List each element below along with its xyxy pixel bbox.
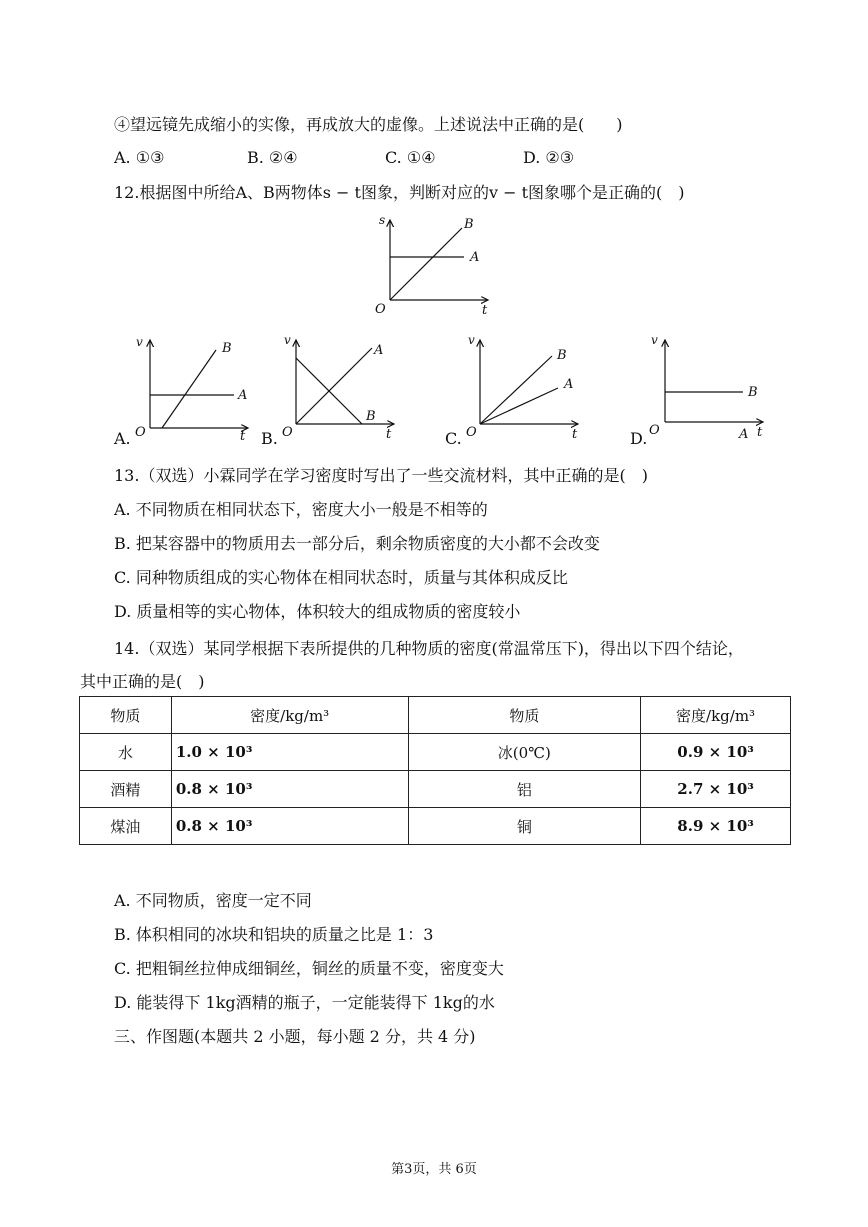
svg-text:B: B: [366, 409, 376, 424]
st-line-b: [390, 228, 462, 300]
q14-option-b: B. 体积相同的冰块和铝块的质量之比是 1：3: [114, 925, 434, 944]
st-origin: O: [375, 302, 386, 317]
table-cell: 冰(0℃): [408, 734, 641, 771]
svg-text:v: v: [651, 333, 658, 347]
q11-option-b: B. ②④: [247, 148, 298, 167]
st-label-a: A: [470, 250, 480, 265]
svg-text:t: t: [757, 425, 763, 440]
svg-text:v: v: [468, 333, 475, 347]
section-heading: 三、作图题(本题共 2 小题，每小题 2 分，共 4 分): [114, 1027, 476, 1046]
q12-option-label-c: C.: [445, 429, 462, 448]
q11-option-a: A. ①③: [114, 148, 165, 167]
table-cell: 铜: [408, 808, 641, 845]
q13-option-a: A. 不同物质在相同状态下，密度大小一般是不相等的: [114, 500, 488, 519]
vt-graph-c: [460, 332, 590, 444]
table-header: 密度/kg/m³: [171, 697, 408, 734]
vt-graph-a: [130, 332, 260, 444]
q12-option-label-d: D.: [630, 429, 648, 448]
svg-text:t: t: [240, 429, 246, 444]
st-graph: [370, 212, 500, 317]
table-row: [80, 734, 791, 771]
q14-option-c: C. 把粗铜丝拉伸成细铜丝，铜丝的质量不变，密度变大: [114, 959, 504, 978]
table-row: [80, 808, 791, 845]
vt-a-line-b: [162, 350, 216, 428]
svg-text:B: B: [222, 341, 232, 356]
svg-text:O: O: [135, 425, 146, 440]
svg-text:A: A: [739, 427, 749, 442]
q13-option-b: B. 把某容器中的物质用去一部分后，剩余物质密度的大小都不会改变: [114, 534, 600, 553]
q14-stem-line2: 其中正确的是( ): [80, 672, 205, 691]
vt-b-line-a: [296, 348, 372, 424]
q14-option-d: D. 能装得下 1kg酒精的瓶子，一定能装得下 1kg的水: [114, 993, 495, 1012]
vt-c-line-b: [480, 356, 552, 424]
svg-text:A: A: [374, 343, 384, 358]
table-cell: 0.8 × 10³: [171, 808, 408, 845]
table-header: 物质: [80, 697, 172, 734]
q11-option-c: C. ①④: [385, 148, 436, 167]
table-cell: 0.8 × 10³: [171, 771, 408, 808]
vt-c-line-a: [480, 388, 558, 424]
q11-option-d: D. ②③: [523, 148, 575, 167]
q11-item4: ④望远镜先成缩小的实像，再成放大的虚像。上述说法中正确的是( ): [114, 115, 623, 134]
q13-option-d: D. 质量相等的实心物体，体积较大的组成物质的密度较小: [114, 602, 521, 621]
svg-text:B: B: [557, 348, 567, 363]
q13-option-c: C. 同种物质组成的实心物体在相同状态时，质量与其体积成反比: [114, 568, 568, 587]
q12-option-label-b: B.: [261, 429, 278, 448]
q13-stem: 13.（双选）小霖同学在学习密度时写出了一些交流材料，其中正确的是( ): [114, 466, 648, 485]
q14-stem-line1: 14.（双选）某同学根据下表所提供的几种物质的密度(常温常压下)，得出以下四个结论，: [114, 639, 744, 658]
st-label-b: B: [464, 217, 474, 232]
density-table: [79, 696, 791, 845]
table-cell: 水: [80, 734, 172, 771]
svg-text:O: O: [649, 423, 660, 438]
table-cell: 1.0 × 10³: [171, 734, 408, 771]
svg-text:A: A: [238, 388, 248, 403]
table-header: 物质: [408, 697, 641, 734]
vt-graph-b: [276, 332, 406, 444]
st-ylabel: s: [379, 213, 386, 227]
svg-text:v: v: [136, 335, 143, 349]
svg-text:A: A: [564, 377, 574, 392]
svg-text:t: t: [572, 427, 578, 442]
table-cell: 铝: [408, 771, 641, 808]
st-xlabel: t: [482, 303, 488, 317]
table-cell: 煤油: [80, 808, 172, 845]
table-header-row: [80, 697, 791, 734]
svg-text:O: O: [282, 425, 293, 440]
table-header: 密度/kg/m³: [641, 697, 791, 734]
q12-option-label-a: A.: [114, 429, 131, 448]
page-footer: 第3页，共 6页: [391, 1162, 477, 1177]
table-cell: 8.9 × 10³: [641, 808, 791, 845]
svg-text:O: O: [466, 425, 477, 440]
q12-stem: 12.根据图中所给A、B两物体s − t图象，判断对应的v − t图象哪个是正确的( ): [114, 183, 685, 202]
table-cell: 2.7 × 10³: [641, 771, 791, 808]
vt-graph-d: [645, 332, 775, 444]
q14-option-a: A. 不同物质，密度一定不同: [114, 891, 312, 910]
table-cell: 0.9 × 10³: [641, 734, 791, 771]
table-cell: 酒精: [80, 771, 172, 808]
svg-text:t: t: [386, 427, 392, 442]
svg-text:v: v: [284, 333, 291, 347]
table-row: [80, 771, 791, 808]
svg-text:B: B: [748, 385, 758, 400]
